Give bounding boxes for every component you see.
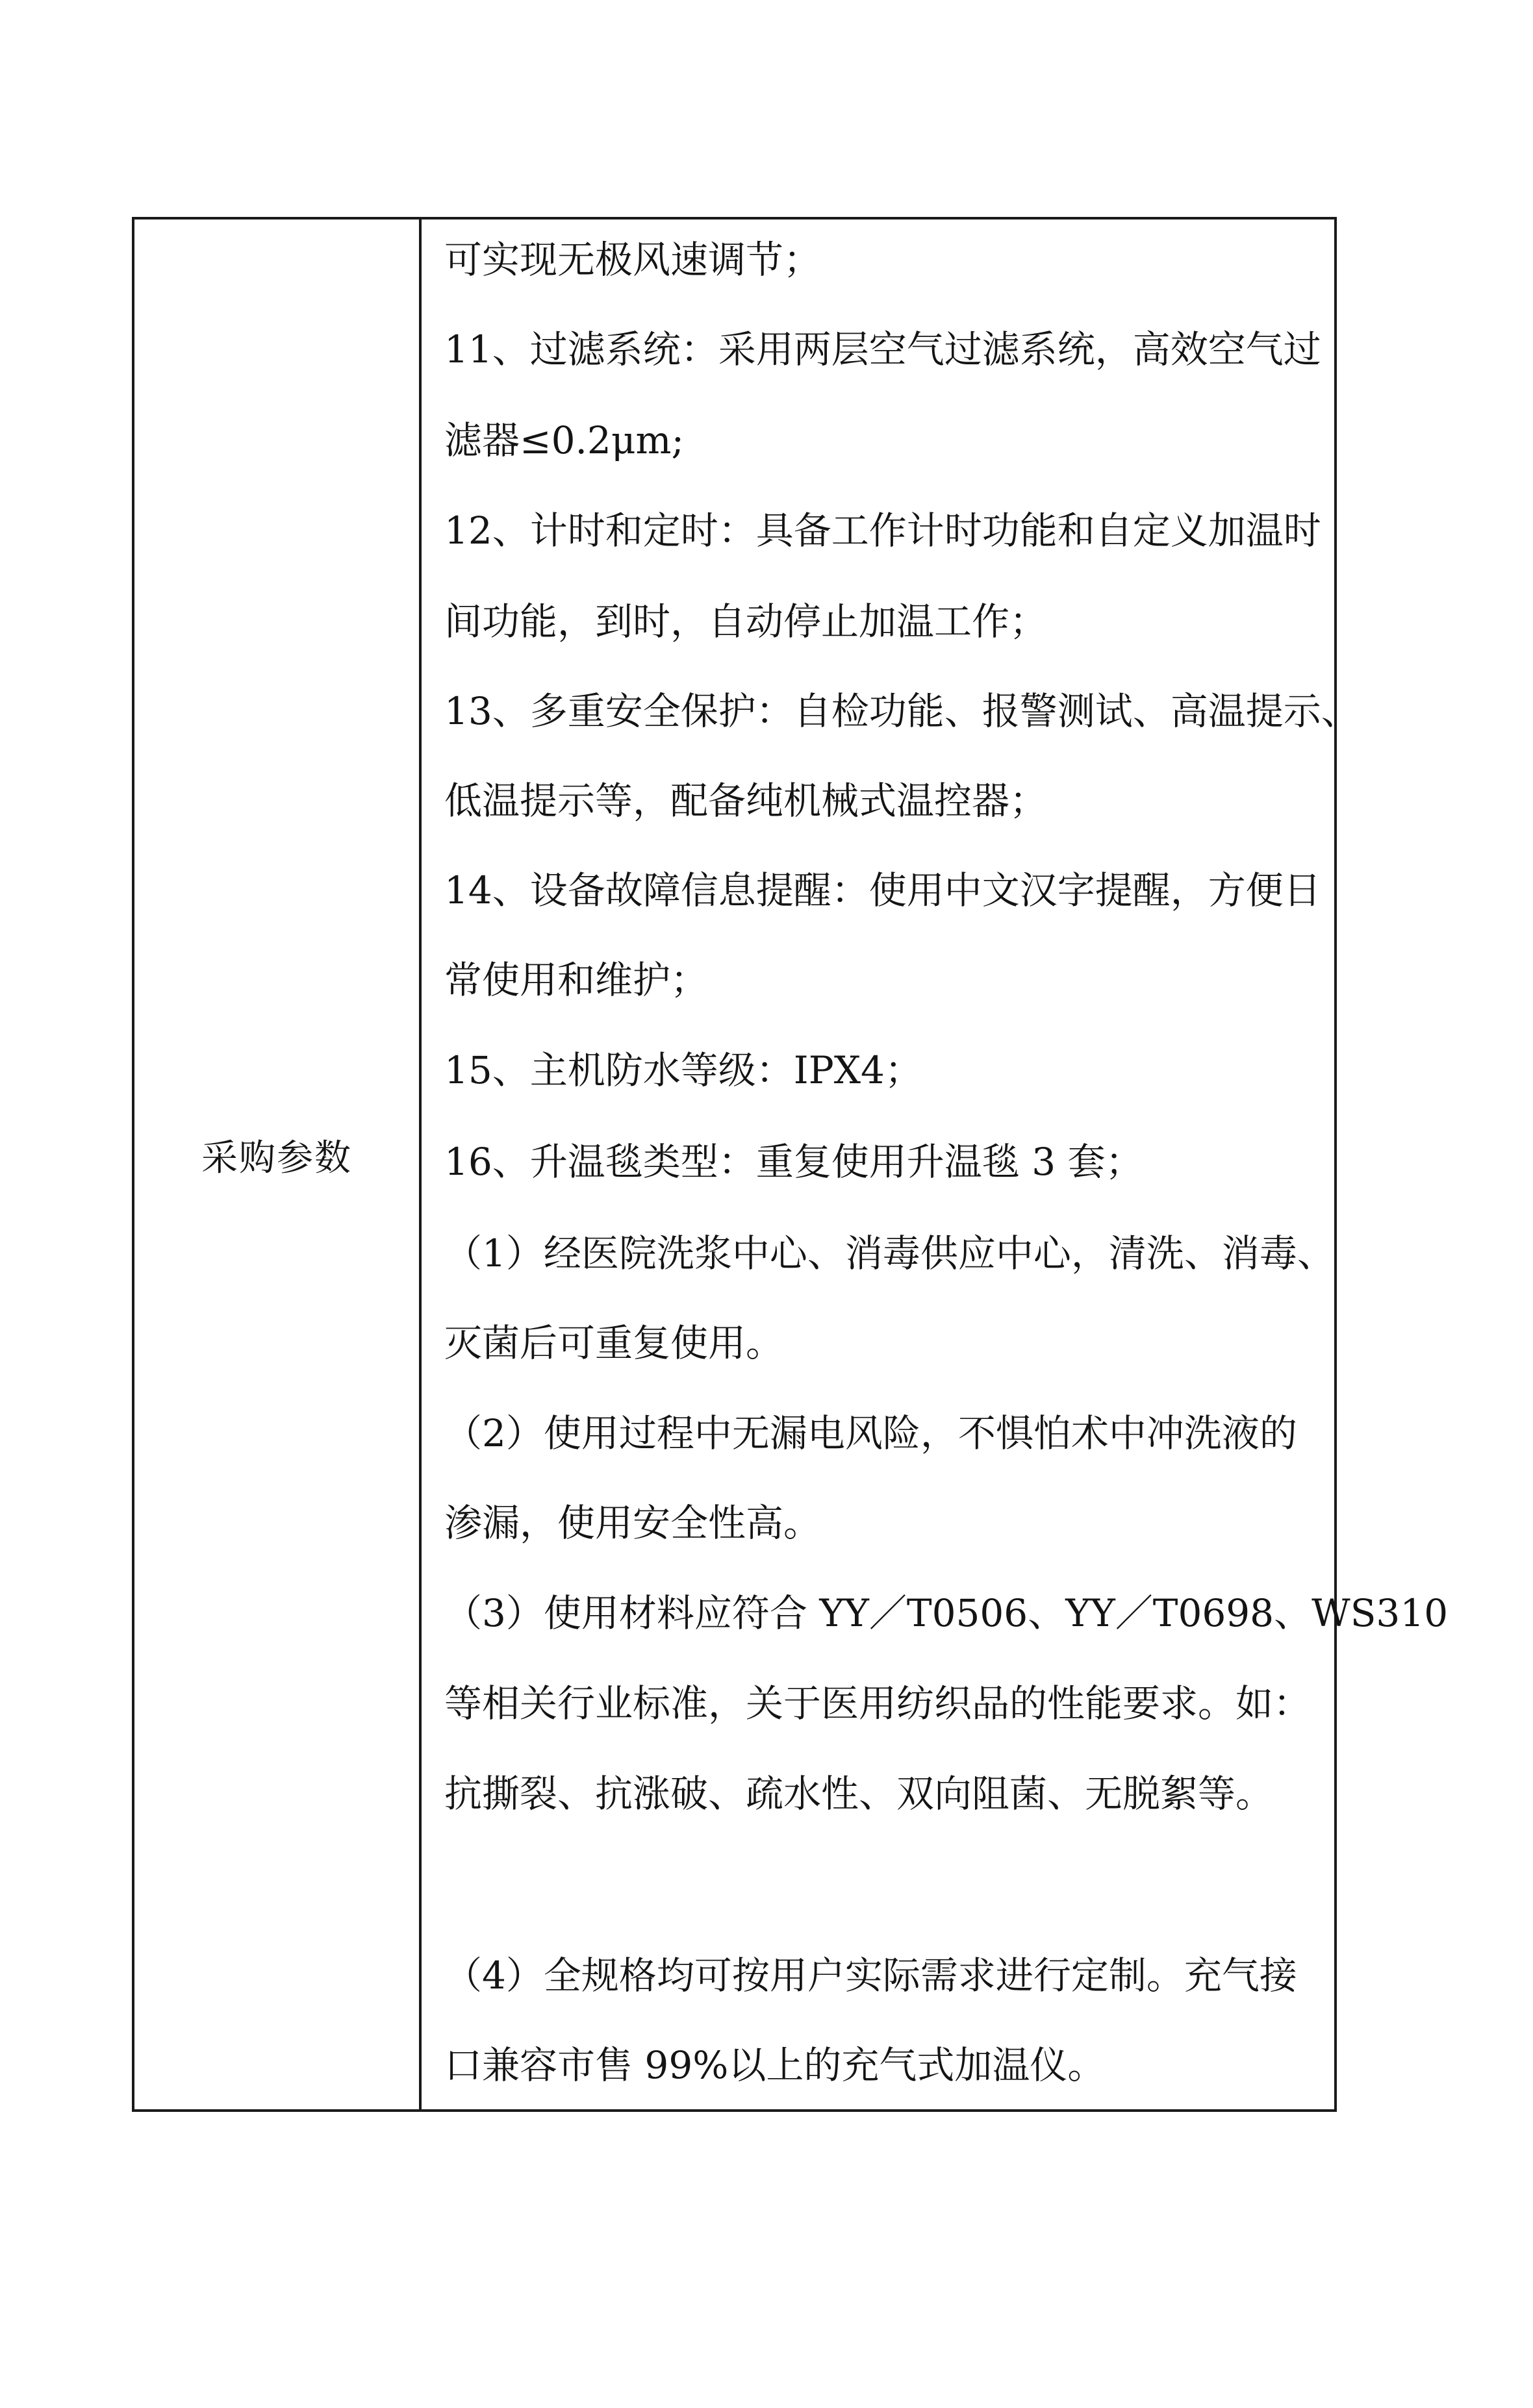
spec-line: 可实现无极风速调节； (444, 238, 822, 282)
content-cell (422, 219, 1449, 2109)
spec-line: 13、多重安全保护：自检功能、报警测试、高温提示、 (444, 689, 1359, 733)
spec-line: 16、升温毯类型：重复使用升温毯 3 套； (444, 1140, 1143, 1184)
row-label: 采购参数 (201, 1137, 352, 1179)
label-cell (134, 219, 422, 2109)
spec-line: 等相关行业标准，关于医用纺织品的性能要求。如： (444, 1681, 1311, 1725)
spec-line: （4）全规格均可按用户实际需求进行定制。充气接 (444, 1953, 1297, 1998)
spec-line: （1）经医院洗浆中心、消毒供应中心，清洗、消毒、 (444, 1231, 1335, 1275)
spec-line: 渗漏，使用安全性高。 (444, 1501, 822, 1545)
spec-line: （3）使用材料应符合 YY／T0506、YY／T0698、WS310 (444, 1591, 1449, 1635)
spec-line: 11、过滤系统：采用两层空气过滤系统，高效空气过 (444, 327, 1321, 371)
spec-line: 灭菌后可重复使用。 (444, 1321, 784, 1365)
spec-line: 12、计时和定时：具备工作计时功能和自定义加温时 (444, 508, 1321, 553)
spec-line: 低温提示等，配备纯机械式温控器； (444, 779, 1048, 823)
spec-line: 间功能，到时，自动停止加温工作； (444, 599, 1048, 644)
spec-line: 抗撕裂、抗涨破、疏水性、双向阻菌、无脱絮等。 (444, 1772, 1274, 1816)
spec-line: （2）使用过程中无漏电风险，不惧怕术中冲洗液的 (444, 1411, 1297, 1455)
spec-line: 滤器≤0.2μm; (444, 418, 685, 462)
spec-table (132, 217, 1449, 2112)
spec-line: 口兼容市售 99%以上的充气式加温仪。 (444, 2043, 1106, 2087)
spec-line: 14、设备故障信息提醒：使用中文汉字提醒，方便日 (444, 868, 1321, 912)
spec-line: 常使用和维护； (444, 958, 709, 1002)
spec-line: 15、主机防水等级：IPX4； (444, 1048, 922, 1092)
